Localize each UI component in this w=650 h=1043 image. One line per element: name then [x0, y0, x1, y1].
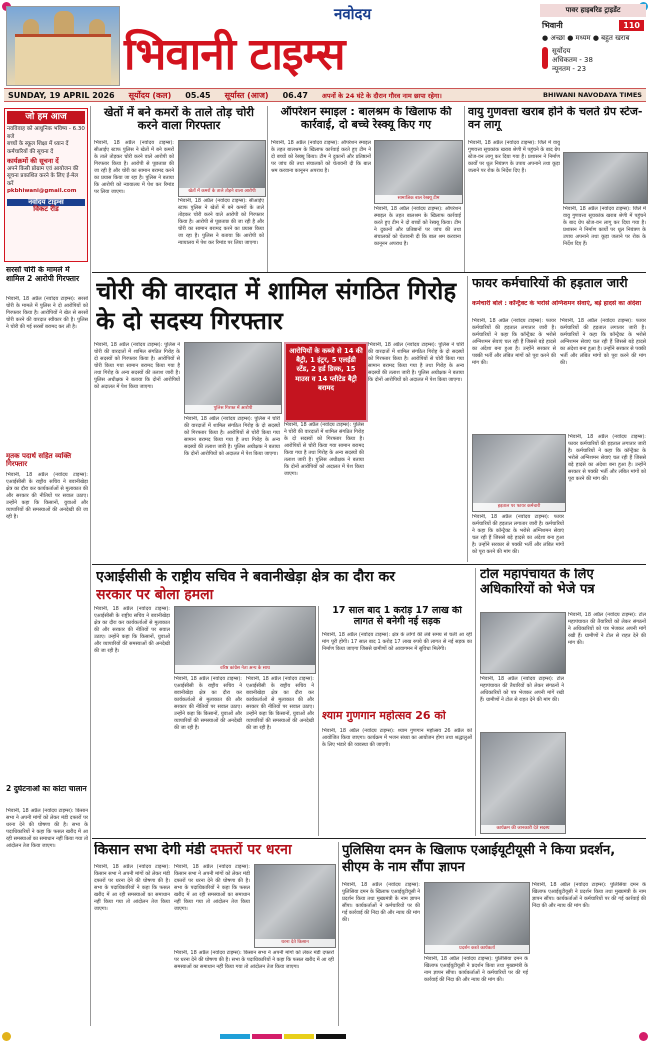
left-box-item-3: कर्मचारियों की सूचना दें — [7, 148, 54, 155]
sunset-label: सूर्यास्त (आज) — [224, 90, 269, 100]
left-box-label: विकट रीड — [33, 205, 59, 213]
photo-field-theft-accused — [178, 140, 266, 197]
photo-kisan-dharna — [254, 864, 336, 948]
story-body-fire-strike-2: भिवानी, 18 अप्रैल (नवोदय टाइम्स): फायर कर्मचारियों की हड़ताल लगातार जारी है। कर्मचारियों ने कहा कि कॉन्ट्रैक्ट के भरोसे अग्निशमन सेवाएं चल रही हैं जिससे बड़े हादसे का अंदेशा बना हुआ है। उन्होंने सरकार से पक्की भर्ती और लंबित मांगों को पूरा करने की मांग की। — [560, 318, 646, 366]
masthead-subtitle: नवोदय — [334, 5, 372, 23]
caption-child-rescue: सामाजिक बाल रेस्क्यू टीम — [375, 195, 462, 203]
photo-aiutuc-protest — [424, 882, 530, 954]
story-body-aicc-2: भिवानी, 18 अप्रैल (नवोदय टाइम्स): एआईसीसी के राष्ट्रीय सचिव ने बवानीखेड़ा क्षेत्र का दौरा कर कार्यकर्ताओं से मुलाकात की और सरकार की नीतियों पर सवाल उठाए। उन्होंने कहा कि किसानों, युवाओं और व्यापारियों की समस्याओं की अनदेखी की जा रही है। — [174, 676, 242, 731]
story-body-toll-2: भिवानी, 18 अप्रैल (नवोदय टाइम्स): टोल महापंचायत की तैयारियों को लेकर संगठनों ने अधिकारियों को पत्र भेजकर अपनी मांगें रखी हैं। ग्रामीणों ने टोल से राहत देने की मांग की। — [480, 676, 564, 703]
thermometer-icon — [542, 47, 548, 69]
section-rule — [92, 564, 646, 565]
story-body-shyam-festival: भिवानी, 18 अप्रैल (नवोदय टाइम्स): श्याम गुणगान महोत्सव 26 अप्रैल को आयोजित किया जाएगा। कार्यक्रम में भजन संध्या का आयोजन होगा तथा श्रद्धालुओं के लिए भंडारे की व्यवस्था की जाएगी। — [322, 728, 472, 748]
story-body-toll: भिवानी, 18 अप्रैल (नवोदय टाइम्स): टोल महापंचायत की तैयारियों को लेकर संगठनों ने अधिकारियों को पत्र भेजकर अपनी मांगें रखी हैं। ग्रामीणों ने टोल से राहत देने की मांग की। — [568, 612, 646, 646]
left-info-box — [4, 108, 88, 262]
recovered-items-box — [284, 342, 368, 422]
story-body-arrest: भिवानी, 18 अप्रैल (नवोदय टाइम्स): एआईसीसी के राष्ट्रीय सचिव ने बवानीखेड़ा क्षेत्र का दौरा कर कार्यकर्ताओं से मुलाकात की और सरकार की नीतियों पर सवाल उठाए। उन्होंने कहा कि किसानों, युवाओं और व्यापारियों की समस्याओं की अनदेखी की जा रही है। — [6, 472, 88, 520]
story-body-kisan-sabha-3: भिवानी, 18 अप्रैल (नवोदय टाइम्स): किसान सभा ने अपनी मांगों को लेकर मंडी दफ्तरों पर धरना देने की घोषणा की है। सभा के पदाधिकारियों ने कहा कि फसल खरीद में आ रही समस्याओं का समाधान नहीं किया गया तो आंदोलन तेज किया जाएगा। — [174, 950, 334, 970]
column-divider — [464, 106, 465, 272]
section-rule — [92, 272, 646, 273]
kisan-headline-part-1: किसान सभा देगी मंडी — [94, 842, 211, 858]
story-headline-air-quality: वायु गुणवत्ता खराब होने के चलते ग्रेप स्टेज-वन लागू — [468, 106, 643, 131]
column-divider — [467, 276, 468, 562]
lead-story-body-4: भिवानी, 18 अप्रैल (नवोदय टाइम्स): पुलिस ने चोरी की वारदातों में शामिल संगठित गिरोह के दो सदस्यों को गिरफ्तार किया है। आरोपियों से चोरी किया गया सामान बरामद किया गया है तथा गिरोह के अन्य सदस्यों की तलाश जारी है। पुलिस अधीक्षक ने बताया कि दोनों आरोपियों को अदालत में पेश किया जाएगा। — [368, 342, 464, 383]
photo-child-rescue-team — [374, 140, 463, 204]
story-headline-kisan-sabha — [94, 842, 334, 858]
story-headline-fire-strike: फायर कर्मचारियों की हड़ताल जारी — [472, 276, 628, 290]
story-body-aicc-3: भिवानी, 18 अप्रैल (नवोदय टाइम्स): एआईसीसी के राष्ट्रीय सचिव ने बवानीखेड़ा क्षेत्र का दौरा कर कार्यकर्ताओं से मुलाकात की और सरकार की नीतियों पर सवाल उठाए। उन्होंने कहा कि किसानों, युवाओं और व्यापारियों की समस्याओं की अनदेखी की जा रही है। — [246, 676, 314, 731]
photo-fire-strike — [472, 434, 566, 512]
story-headline-accident: 2 दुर्घटनाओं का कांटा चालान — [6, 785, 87, 793]
caption-toll-members: कार्यक्रम की जानकारी देते सदस्य — [481, 825, 565, 833]
sunrise-time: 05.45 — [185, 90, 211, 100]
kisan-headline-part-2: दफ्तरों पर धरना — [210, 842, 292, 858]
photo-congress-leaders — [174, 606, 316, 674]
story-body-aicc: भिवानी, 18 अप्रैल (नवोदय टाइम्स): एआईसीसी के राष्ट्रीय सचिव ने बवानीखेड़ा क्षेत्र का दौरा कर कार्यकर्ताओं से मुलाकात की और सरकार की नीतियों पर सवाल उठाए। उन्होंने कहा कि किसानों, युवाओं और व्यापारियों की समस्याओं की अनदेखी की जा रही है। — [94, 606, 170, 654]
column-divider — [90, 106, 91, 1026]
story-headline-mustard-theft: सरसों चोरी के मामले में शामिल 2 आरोपी गिरफ्तार — [6, 266, 80, 283]
column-divider — [267, 106, 268, 272]
issue-date: SUNDAY, 19 APRIL 2026 — [8, 90, 115, 100]
story-body-accident: भिवानी, 18 अप्रैल (नवोदय टाइम्स): किसान सभा ने अपनी मांगों को लेकर मंडी दफ्तरों पर धरना देने की घोषणा की है। सभा के पदाधिकारियों ने कहा कि फसल खरीद में आ रही समस्याओं का समाधान नहीं किया गया तो आंदोलन तेज किया जाएगा। — [6, 808, 88, 849]
story-body-new-road: भिवानी, 18 अप्रैल (नवोदय टाइम्स): क्षेत्र के लोगों की लंबे समय से चली आ रही मांग पूरी होगी। 17 साल बाद 1 करोड़ 17 लाख रुपये की लागत से नई सड़क का निर्माण किया जाएगा जिससे ग्रामीणों को आवागमन में सुविधा मिलेगी। — [322, 632, 472, 652]
masthead-title: भिवानी टाइम्स — [124, 29, 345, 80]
aqi-legend: ● अच्छा ● मध्यम ● बहुत खराब — [542, 34, 630, 42]
story-body-aiutuc: भिवानी, 18 अप्रैल (नवोदय टाइम्स): पुलिसिया दमन के खिलाफ एआईयूटीयूसी ने प्रदर्शन किया तथा मुख्यमंत्री के नाम ज्ञापन सौंपा। कार्यकर्ताओं ने कर्मचारियों पर की गई कार्रवाई की निंदा की और न्याय की मांग की। — [342, 882, 420, 923]
aqi-badge: 110 — [619, 20, 644, 31]
color-bar-yellow — [284, 1034, 314, 1039]
caption-congress-leaders: वरिष्ठ कांग्रेस नेता अन्य के साथ — [175, 665, 315, 673]
story-body-kisan-sabha: भिवानी, 18 अप्रैल (नवोदय टाइम्स): किसान सभा ने अपनी मांगों को लेकर मंडी दफ्तरों पर धरना देने की घोषणा की है। सभा के पदाधिकारियों ने कहा कि फसल खरीद में आ रही समस्याओं का समाधान नहीं किया गया तो आंदोलन तेज किया जाएगा। — [94, 864, 170, 912]
caption-kisan-dharna: धरना देते किसान — [255, 939, 335, 947]
paper-name: BHIWANI NAVODAYA TIMES — [543, 91, 642, 99]
lead-story-body-2: भिवानी, 18 अप्रैल (नवोदय टाइम्स): पुलिस ने चोरी की वारदातों में शामिल संगठित गिरोह के दो सदस्यों को गिरफ्तार किया है। आरोपियों से चोरी किया गया सामान बरामद किया गया है तथा गिरोह के अन्य सदस्यों की तलाश जारी है। पुलिस अधीक्षक ने बताया कि दोनों आरोपियों को अदालत में पेश किया जाएगा। — [184, 416, 280, 457]
date-bar — [4, 88, 646, 102]
story-headline-aicc-visit — [96, 568, 406, 604]
aicc-headline-part-1: एआईसीसी के राष्ट्रीय सचिव ने बवानीखेड़ा क्षेत्र का दौरा कर — [96, 569, 395, 585]
left-box-title: जो हम आज — [7, 111, 85, 124]
photo-arrested-gang-members — [184, 342, 282, 414]
ear-line-min: न्यूनतम - 23 — [552, 65, 587, 73]
story-body-mustard-theft: भिवानी, 18 अप्रैल (नवोदय टाइम्स): सरसों चोरी के मामले में पुलिस ने दो आरोपियों को गिरफ्तार किया है। आरोपियों ने खेत से सरसों चोरी करने की वारदात स्वीकार की है। पुलिस ने चोरी की गई सरसों बरामद कर ली है। — [6, 296, 88, 330]
caption-fire-strike: हड़ताल पर फायर कर्मचारी — [473, 503, 565, 511]
story-body-fire-strike-4: भिवानी, 18 अप्रैल (नवोदय टाइम्स): फायर कर्मचारियों की हड़ताल लगातार जारी है। कर्मचारियों ने कहा कि कॉन्ट्रैक्ट के भरोसे अग्निशमन सेवाएं चल रही हैं जिससे बड़े हादसे का अंदेशा बना हुआ है। उन्होंने सरकार से पक्की भर्ती और लंबित मांगों को पूरा करने की मांग की। — [472, 514, 564, 555]
sunset-time: 06.47 — [282, 90, 308, 100]
footer-registration-strip — [0, 1030, 650, 1043]
story-headline-new-road: 17 साल बाद 1 करोड़ 17 लाख की लागत से बनेगी नई सड़क — [332, 606, 462, 627]
story-headline-toll-mahapanchayat: टोल महापंचायत के लिए अधिकारियों को भेजे पत्र — [480, 568, 595, 597]
ear-heading: पावर हाइबरिड ट्राइडेंट — [540, 4, 646, 17]
lead-story-body: भिवानी, 18 अप्रैल (नवोदय टाइम्स): पुलिस ने चोरी की वारदातों में शामिल संगठित गिरोह के दो सदस्यों को गिरफ्तार किया है। आरोपियों से चोरी किया गया सामान बरामद किया गया है तथा गिरोह के अन्य सदस्यों की तलाश जारी है। पुलिस अधीक्षक ने बताया कि दोनों आरोपियों को अदालत में पेश किया जाएगा। — [94, 342, 180, 390]
story-body-fire-strike: भिवानी, 18 अप्रैल (नवोदय टाइम्स): फायर कर्मचारियों की हड़ताल लगातार जारी है। कर्मचारियों ने कहा कि कॉन्ट्रैक्ट के भरोसे अग्निशमन सेवाएं चल रही हैं जिससे बड़े हादसे का अंदेशा बना हुआ है। उन्होंने सरकार से पक्की भर्ती और लंबित मांगों को पूरा करने की मांग की। — [472, 318, 556, 366]
masthead-temple-photo — [6, 6, 120, 86]
color-bar-magenta — [252, 1034, 282, 1039]
column-divider — [318, 606, 319, 836]
caption-arrested: पुलिस गिरफ्त में आरोपी — [185, 405, 281, 413]
story-body-operation-smile-2: भिवानी, 18 अप्रैल (नवोदय टाइम्स): ऑपरेशन स्माइल के तहत बालश्रम के खिलाफ कार्रवाई करते हुए टीम ने दो बच्चों को रेस्क्यू किया। टीम ने दुकानों और प्रतिष्ठानों पर जांच की तथा संचालकों को चेतावनी दी कि बाल श्रम करवाना कानूनन अपराध है। — [374, 206, 461, 247]
color-bar-cyan — [220, 1034, 250, 1039]
story-headline-shyam-festival: श्याम गुणगान महोत्सव 26 को — [322, 710, 446, 722]
notice-email: pkbhiwani@gmail.com — [7, 188, 77, 194]
ear-line-1: सूर्योदय — [552, 47, 571, 55]
lead-story-body-3: भिवानी, 18 अप्रैल (नवोदय टाइम्स): पुलिस ने चोरी की वारदातों में शामिल संगठित गिरोह के दो सदस्यों को गिरफ्तार किया है। आरोपियों से चोरी किया गया सामान बरामद किया गया है तथा गिरोह के अन्य सदस्यों की तलाश जारी है। पुलिस अधीक्षक ने बताया कि दोनों आरोपियों को अदालत में पेश किया जाएगा। — [284, 422, 364, 477]
photo-air-quality — [563, 152, 648, 204]
column-divider — [338, 842, 339, 1026]
weather-ear-panel — [540, 4, 646, 86]
story-body-fire-strike-3: भिवानी, 18 अप्रैल (नवोदय टाइम्स): फायर कर्मचारियों की हड़ताल लगातार जारी है। कर्मचारियों ने कहा कि कॉन्ट्रैक्ट के भरोसे अग्निशमन सेवाएं चल रही हैं जिससे बड़े हादसे का अंदेशा बना हुआ है। उन्होंने सरकार से पक्की भर्ती और लंबित मांगों को पूरा करने की मांग की। — [568, 434, 646, 482]
aicc-headline-part-2: सरकार पर बोला हमला — [96, 587, 214, 603]
story-body-kisan-sabha-2: भिवानी, 18 अप्रैल (नवोदय टाइम्स): किसान सभा ने अपनी मांगों को लेकर मंडी दफ्तरों पर धरना देने की घोषणा की है। सभा के पदाधिकारियों ने कहा कि फसल खरीद में आ रही समस्याओं का समाधान नहीं किया गया तो आंदोलन तेज किया जाएगा। — [174, 864, 250, 912]
ear-city: भिवानी — [542, 21, 563, 30]
story-headline-aiutuc-protest: पुलिसिया दमन के खिलाफ एआईयूटीयूसी ने किया प्रदर्शन, सीएम के नाम सौंपा ज्ञापन — [342, 843, 616, 875]
story-body-air-quality: भिवानी, 18 अप्रैल (नवोदय टाइम्स): जिले में वायु गुणवत्ता सूचकांक खराब श्रेणी में पहुंचने के बाद ग्रेप स्टेज-वन लागू कर दिया गया है। प्रशासन ने निर्माण कार्यों पर धूल नियंत्रण के उपाय अपनाने तथा कूड़ा जलाने पर रोक के निर्देश दिए हैं। — [468, 140, 560, 174]
color-bar-black — [316, 1034, 346, 1039]
notice-text: अपने किसी प्रोग्राम एवं आयोजन की सूचना प्रकाशित करने के लिए ई-मेल करें — [7, 165, 79, 187]
registration-mark-bottom-left — [2, 1032, 11, 1041]
story-body-aiutuc-2: भिवानी, 18 अप्रैल (नवोदय टाइम्स): पुलिसिया दमन के खिलाफ एआईयूटीयूसी ने प्रदर्शन किया तथा मुख्यमंत्री के नाम ज्ञापन सौंपा। कार्यकर्ताओं ने कर्मचारियों पर की गई कार्रवाई की निंदा की और न्याय की मांग की। — [424, 956, 528, 983]
photo-toll-members — [480, 732, 566, 834]
story-body-field-theft-2: भिवानी, 18 अप्रैल (नवोदय टाइम्स): सीआईए स्टाफ पुलिस ने खेतों में बने कमरों के ताले तोड़कर चोरी करने वाले आरोपी को गिरफ्तार किया है। आरोपी से पूछताछ की जा रही है और चोरी का सामान बरामद करने का प्रयास किया जा रहा है। पुलिस ने बताया कि आरोपी को न्यायालय में पेश कर रिमांड पर लिया जाएगा। — [178, 198, 264, 246]
datebar-tagline: अपनों के 24 घंटे के दौरान गौरव नाम छापा रहेगा। — [321, 91, 442, 100]
caption-field-theft: खेतों में कमरों के ताले तोड़ने वाला आरोपी — [179, 188, 265, 196]
story-body-field-theft: भिवानी, 18 अप्रैल (नवोदय टाइम्स): सीआईए स्टाफ पुलिस ने खेतों में बने कमरों के ताले तोड़कर चोरी करने वाले आरोपी को गिरफ्तार किया है। आरोपी से पूछताछ की जा रही है और चोरी का सामान बरामद करने का प्रयास किया जा रहा है। पुलिस ने बताया कि आरोपी को न्यायालय में पेश कर रिमांड पर लिया जाएगा। — [94, 140, 174, 195]
story-body-operation-smile: भिवानी, 18 अप्रैल (नवोदय टाइम्स): ऑपरेशन स्माइल के तहत बालश्रम के खिलाफ कार्रवाई करते हुए टीम ने दो बच्चों को रेस्क्यू किया। टीम ने दुकानों और प्रतिष्ठानों पर जांच की तथा संचालकों को चेतावनी दी कि बाल श्रम करवाना कानूनन अपराध है। — [271, 140, 371, 174]
left-box-item-2: बच्चों के स्कूल शिक्षा में ध्यान दें — [7, 141, 69, 147]
lead-headline-organized-gang: चोरी की वारदात में शामिल संगठित गिरोह के दो सदस्य गिरफ्तार — [96, 277, 457, 335]
column-divider — [475, 568, 476, 836]
story-body-air-quality-2: भिवानी, 18 अप्रैल (नवोदय टाइम्स): जिले में वायु गुणवत्ता सूचकांक खराब श्रेणी में पहुंचने के बाद ग्रेप स्टेज-वन लागू कर दिया गया है। प्रशासन ने निर्माण कार्यों पर धूल नियंत्रण के उपाय अपनाने तथा कूड़ा जलाने पर रोक के निर्देश दिए हैं। — [563, 206, 646, 247]
registration-mark-bottom-right — [639, 1032, 648, 1041]
ear-line-max: अधिकतम - 38 — [552, 56, 593, 64]
section-rule — [92, 838, 646, 839]
caption-aiutuc-protest: प्रदर्शन करते कार्यकर्ता — [425, 945, 529, 953]
sunrise-label: सूर्योदय (कल) — [128, 90, 172, 100]
story-headline-field-theft: खेतों में बने कमरों के ताले तोड़ चोरी करने वाला गिरफ्तार — [104, 106, 254, 133]
story-headline-arrest: मृतक पदार्थ सहित व्यक्ति गिरफ्तार — [6, 452, 72, 469]
left-box-brand: नवोदय टाइम्स — [7, 199, 85, 207]
photo-toll-meeting — [480, 612, 566, 674]
story-body-aiutuc-3: भिवानी, 18 अप्रैल (नवोदय टाइम्स): पुलिसिया दमन के खिलाफ एआईयूटीयूसी ने प्रदर्शन किया तथा मुख्यमंत्री के नाम ज्ञापन सौंपा। कार्यकर्ताओं ने कर्मचारियों पर की गई कार्रवाई की निंदा की और न्याय की मांग की। — [532, 882, 646, 909]
masthead — [124, 4, 534, 86]
left-box-item-1: नवविवाह को आधुनिक भविष्य - 6.30 बजे — [7, 126, 85, 140]
notice-title: कार्यक्रमों की सूचना दें — [7, 157, 59, 165]
story-headline-operation-smile: ऑपरेशन स्माइल : बालश्रम के खिलाफ की कार्रवाई, दो बच्चे रेस्क्यू किए गए — [280, 106, 452, 131]
story-subheadline-fire-strike: कर्मचारी बोले : कॉन्ट्रैक्ट के भरोसे अग्निशमन सेवाएं, बड़े हादसे का अंदेशा — [472, 300, 642, 307]
recovered-items-text: आरोपियों के कब्जे से 14 की बैट्री, 1 इंट्रर, 5 एलईडी स्टेंड, 2 हर्ड डिस्क, 15 माउस व 14 प्लीटेड बैट्री बरामद — [289, 347, 363, 392]
